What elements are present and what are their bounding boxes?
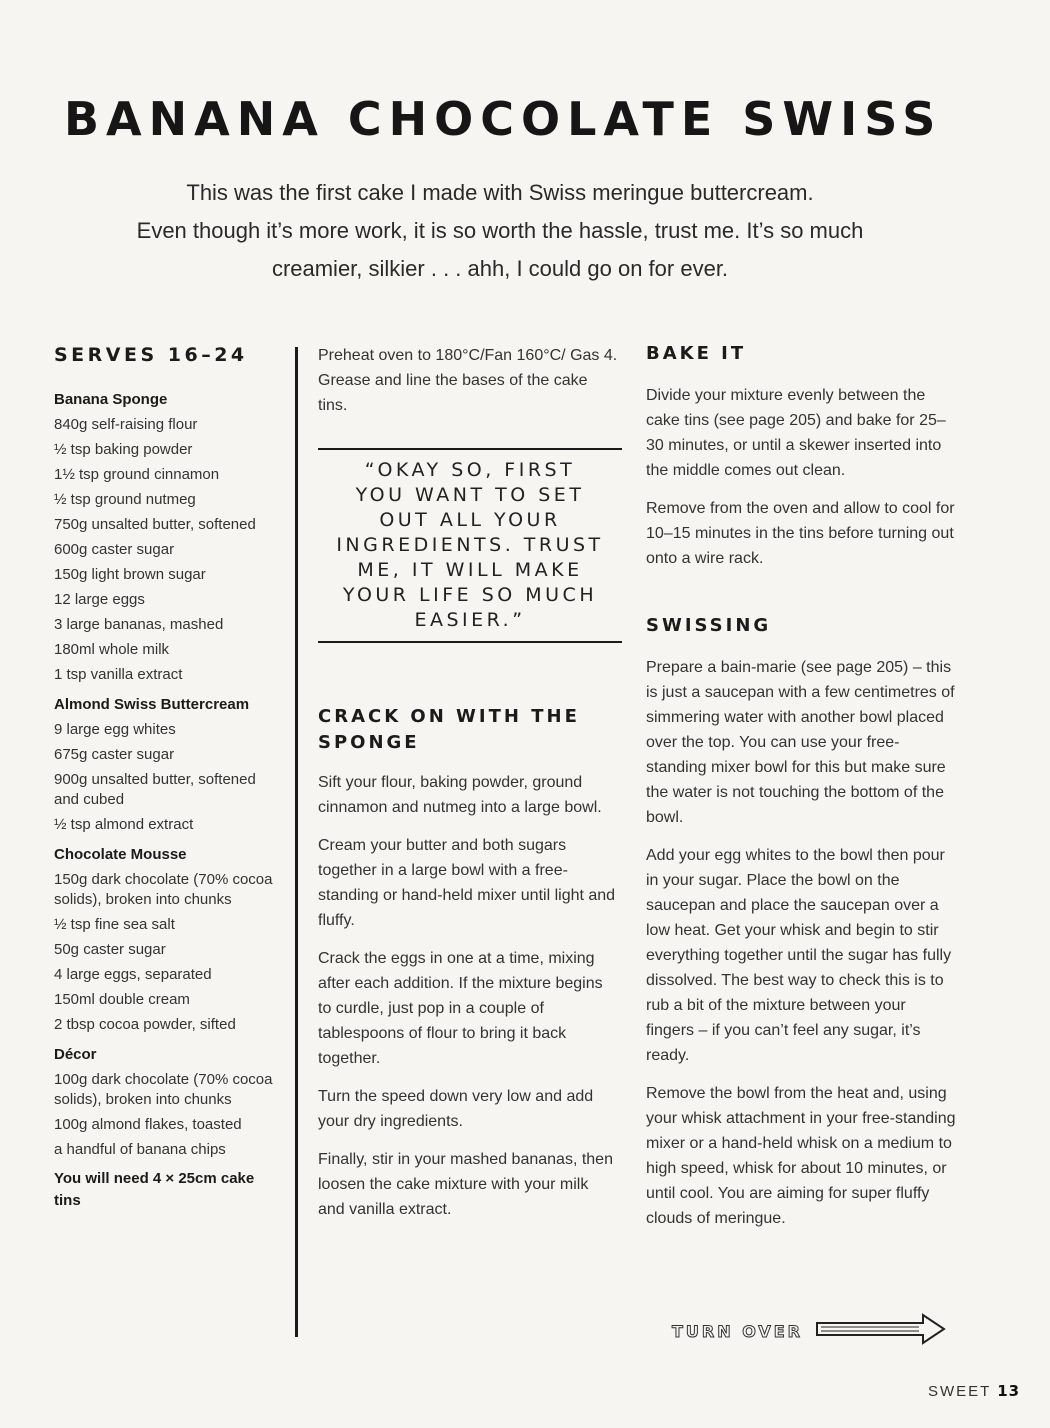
ingredient-item: ½ tsp almond extract <box>54 815 194 833</box>
method-paragraph: Crack the eggs in one at a time, mixing after each addition. If the mixture begins to curdle, just pop in a couple of tablespoons of flour to bring it back together. <box>318 950 603 1067</box>
ingredient-item: 750g unsalted butter, softened <box>54 515 256 533</box>
ingredient-group-heading: Décor <box>54 1046 97 1063</box>
ingredient-item: 150g light brown sugar <box>54 565 206 583</box>
section-crack <box>318 704 618 1235</box>
ingredients-column <box>54 344 279 1212</box>
quote-line: INGREDIENTS. TRUST <box>336 534 604 556</box>
intro-text <box>110 174 890 288</box>
folio-page-number: 13 <box>997 1382 1021 1400</box>
ingredient-item: 100g almond flakes, toasted <box>54 1115 242 1133</box>
ingredient-item: 2 tbsp cocoa powder, sifted <box>54 1015 236 1033</box>
ingredient-item: ½ tsp fine sea salt <box>54 915 175 933</box>
method-column-right <box>646 341 956 1244</box>
ingredient-item: 9 large egg whites <box>54 720 176 738</box>
ingredient-item: 900g unsalted butter, softened and cubed <box>54 770 256 808</box>
intro-line: Even though it’s more work, it is so worth the hassle, trust me. It’s so much <box>136 218 864 243</box>
serves-heading: SERVES 16–24 <box>54 344 248 366</box>
method-paragraph: Sift your flour, baking powder, ground cinnamon and nutmeg into a large bowl. <box>318 774 602 816</box>
method-paragraph: Divide your mixture evenly between the cake tins (see page 205) and bake for 25–30 minutes, or until a skewer inserted into the middle comes out clean. <box>646 387 946 479</box>
page-title: BANANA CHOCOLATE SWISS <box>64 92 943 146</box>
folio-section: SWEET <box>928 1383 992 1400</box>
ingredient-item: a handful of banana chips <box>54 1140 226 1158</box>
ingredient-item: 150g dark chocolate (70% cocoa solids), broken into chunks <box>54 870 273 908</box>
method-paragraph: Remove the bowl from the heat and, using your whisk attachment in your free-standing mixer or a hand-held whisk on a medium to high speed, whisk for about 10 minutes, or until cool. You are aiming for super fluffy clouds of meringue. <box>646 1085 956 1227</box>
intro-line: creamier, silkier . . . ahh, I could go on for ever. <box>271 256 729 281</box>
ingredient-group-heading: Almond Swiss Buttercream <box>54 696 250 713</box>
ingredient-item: 1 tsp vanilla extract <box>54 665 183 683</box>
pull-quote <box>318 448 622 643</box>
method-paragraph: Prepare a bain-marie (see page 205) – this is just a saucepan with a few centimetres of simmering water with another bowl placed over the top. You can use your free-standing mixer bowl for this but make sure the water is not touching the bottom of the bowl. <box>646 659 955 826</box>
method-paragraph: Remove from the oven and allow to cool for 10–15 minutes in the tins before turning out onto a wire rack. <box>646 500 955 567</box>
page-folio <box>928 1382 1020 1400</box>
ingredient-group-decor <box>54 1043 279 1162</box>
ingredient-item: 50g caster sugar <box>54 940 166 958</box>
ingredient-item: 675g caster sugar <box>54 745 175 763</box>
method-paragraph: Cream your butter and both sugars together in a large bowl with a free-standing or hand-held mixer until light and fluffy. <box>318 837 616 929</box>
ingredient-item: 1½ tsp ground cinnamon <box>54 465 220 483</box>
method-paragraph: Turn the speed down very low and add your dry ingredients. <box>318 1088 594 1130</box>
quote-line: YOU WANT TO SET <box>355 484 585 506</box>
ingredient-group-heading: Chocolate Mousse <box>54 846 187 863</box>
ingredient-group-mousse <box>54 843 279 1037</box>
quote-line: YOUR LIFE SO MUCH <box>342 584 598 606</box>
preheat-text: Preheat oven to 180°C/Fan 160°C/ Gas 4. Grease and line the bases of the cake tins. <box>318 347 618 414</box>
ingredient-group-heading: Banana Sponge <box>54 391 168 408</box>
quote-line: OUT ALL YOUR <box>379 509 561 531</box>
ingredient-item: 180ml whole milk <box>54 640 170 658</box>
column-divider <box>295 347 298 1337</box>
equipment-note: You will need 4 × 25cm cake tins <box>54 1170 255 1209</box>
turn-over-label: TURN OVER <box>672 1322 803 1341</box>
turn-over-indicator <box>672 1313 947 1350</box>
section-heading: CRACK ON WITH THE SPONGE <box>318 706 580 753</box>
quote-rule-bottom <box>318 641 622 643</box>
method-column-top <box>318 343 618 431</box>
ingredient-group-banana-sponge <box>54 388 279 687</box>
intro-line: This was the first cake I made with Swiss meringue buttercream. <box>186 180 814 205</box>
method-paragraph: Finally, stir in your mashed bananas, then loosen the cake mixture with your milk and vanilla extract. <box>318 1151 613 1218</box>
ingredient-item: 3 large bananas, mashed <box>54 615 224 633</box>
quote-text <box>318 450 622 641</box>
ingredient-item: 100g dark chocolate (70% cocoa solids), broken into chunks <box>54 1070 273 1108</box>
quote-line: “OKAY SO, FIRST <box>364 459 576 481</box>
section-heading: BAKE IT <box>646 343 747 364</box>
ingredient-item: 150ml double cream <box>54 990 190 1008</box>
section-heading: SWISSING <box>646 615 772 636</box>
ingredient-item: 4 large eggs, separated <box>54 965 212 983</box>
ingredient-item: ½ tsp ground nutmeg <box>54 490 196 508</box>
ingredient-item: ½ tsp baking powder <box>54 440 193 458</box>
method-paragraph: Add your egg whites to the bowl then pour in your sugar. Place the bowl on the saucepan and place the saucepan over a low heat. Get your whisk and begin to stir everything together until the sugar has fully dissolved. The best way to check this is to rub a bit of the mixture between your fingers – if you can’t feel any sugar, it’s ready. <box>646 847 952 1064</box>
ingredient-group-buttercream <box>54 693 279 837</box>
quote-line: ME, IT WILL MAKE <box>357 559 583 581</box>
ingredient-item: 600g caster sugar <box>54 540 175 558</box>
right-arrow-icon <box>815 1313 947 1350</box>
ingredient-item: 12 large eggs <box>54 590 145 608</box>
quote-line: EASIER.” <box>414 609 526 631</box>
ingredient-item: 840g self-raising flour <box>54 415 198 433</box>
